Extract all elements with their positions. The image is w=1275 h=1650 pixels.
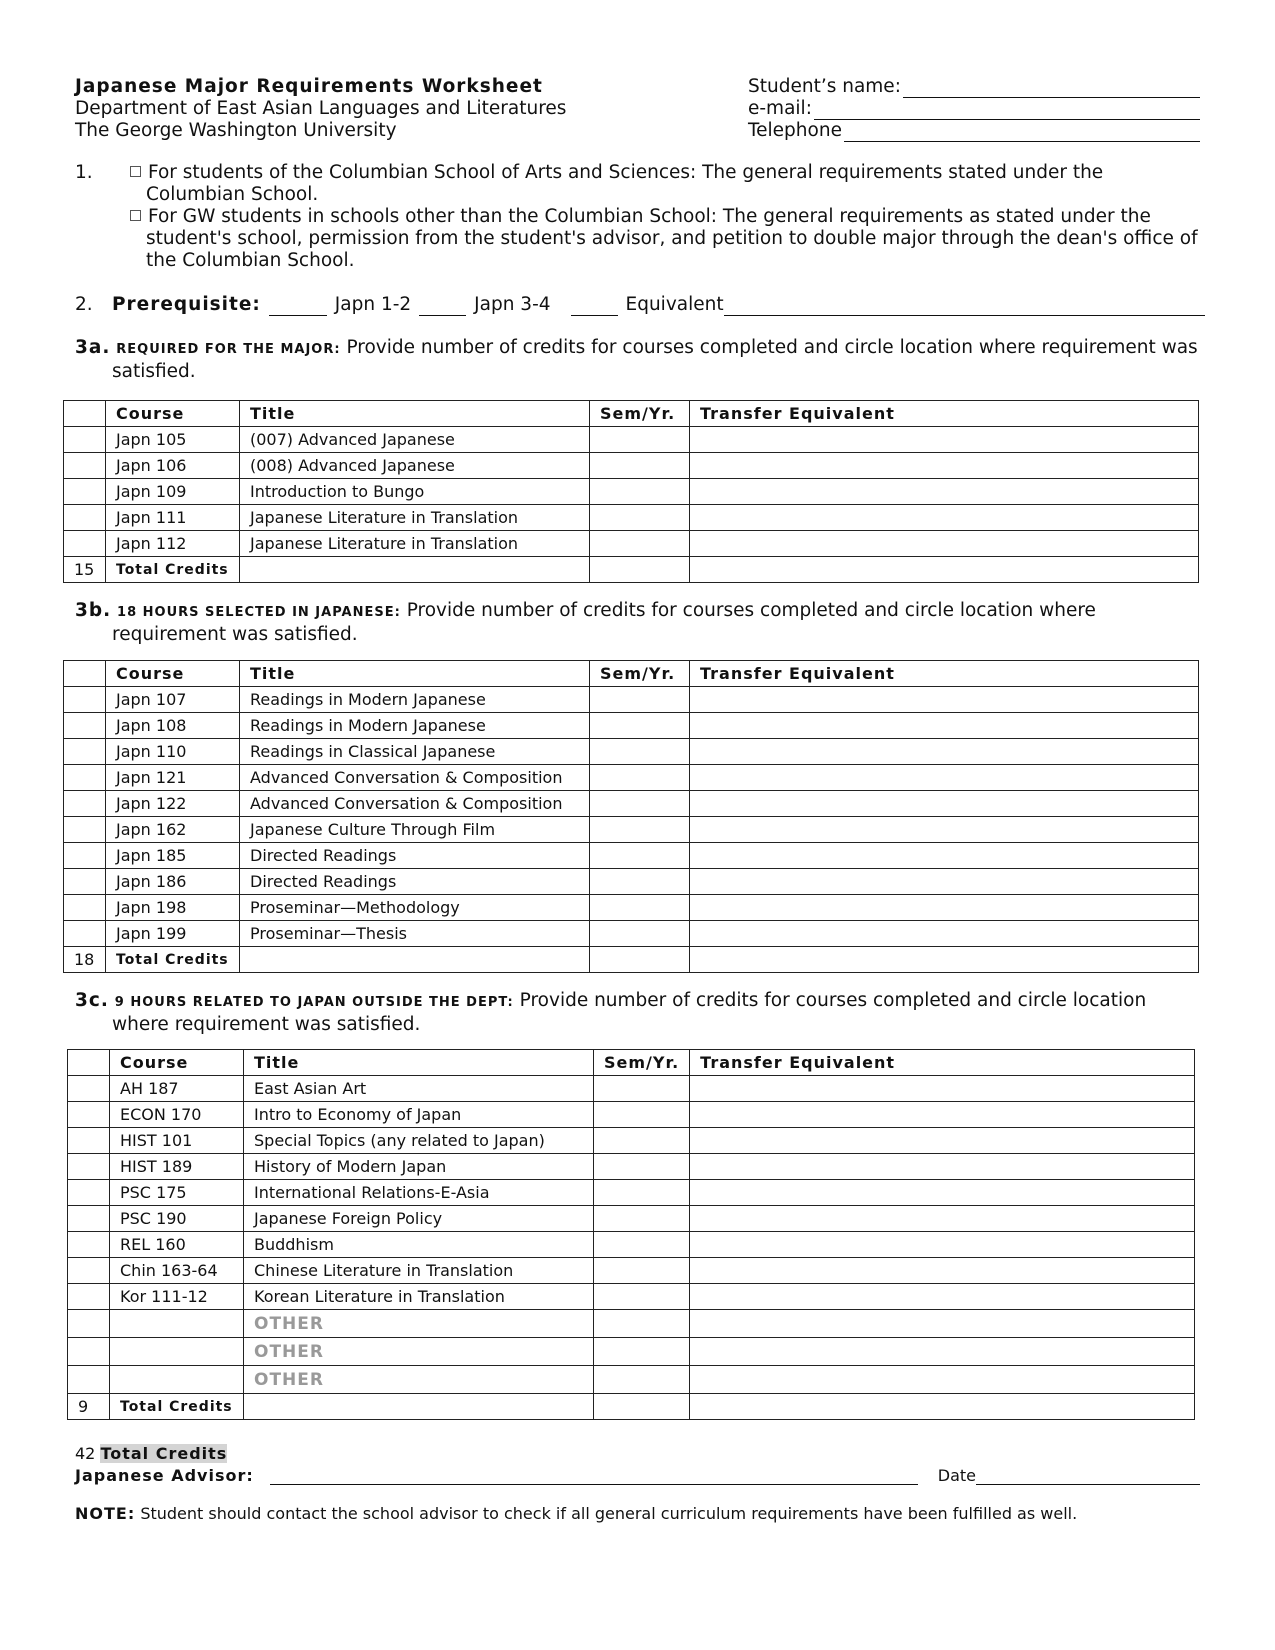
total-title-cell (240, 557, 590, 583)
credit-input-cell[interactable] (64, 427, 106, 453)
transfer-equivalent-input-cell[interactable] (690, 1232, 1195, 1258)
transfer-equivalent-input-cell[interactable] (690, 869, 1199, 895)
total-credits-value: 9 (68, 1394, 110, 1420)
header-course: Course (106, 661, 240, 687)
transfer-equivalent-input-cell[interactable] (690, 1206, 1195, 1232)
course-code: AH 187 (110, 1076, 244, 1102)
transfer-equivalent-input-cell[interactable] (690, 1128, 1195, 1154)
equivalent-field[interactable] (724, 298, 1205, 316)
section-3c-title: 9 HOURS RELATED TO JAPAN OUTSIDE THE DEPT: (114, 995, 514, 1010)
prereq-blank-1[interactable] (269, 298, 327, 316)
table-row (68, 1180, 1195, 1206)
total-credits-label: Total Credits (110, 1394, 244, 1420)
sem-yr-input-cell[interactable] (590, 687, 690, 713)
sem-yr-input-cell[interactable] (594, 1206, 690, 1232)
total-sem-yr-cell (590, 947, 690, 973)
transfer-equivalent-input-cell[interactable] (690, 1076, 1195, 1102)
section-3c-number: 3c. (75, 990, 109, 1011)
university-name: The George Washington University (75, 120, 397, 141)
header-course: Course (110, 1050, 244, 1076)
course-code: ECON 170 (110, 1102, 244, 1128)
header-transfer-equivalent: Transfer Equivalent (690, 1050, 1195, 1076)
course-code: PSC 175 (110, 1180, 244, 1206)
transfer-equivalent-input-cell[interactable] (690, 453, 1199, 479)
total-sem-yr-cell (590, 557, 690, 583)
section-1-number: 1. (75, 162, 93, 183)
total-transfer-cell (690, 947, 1199, 973)
student-name-line (748, 76, 1200, 98)
table-row (64, 713, 1199, 739)
course-title: Japanese Culture Through Film (240, 817, 590, 843)
section-1-option-a-text: For students of the Columbian School of Arts and Sciences: The general requirements stated under the Columbian School. (146, 162, 1104, 205)
sem-yr-input-cell[interactable] (594, 1338, 690, 1366)
header-title: Title (240, 401, 590, 427)
other-title[interactable]: OTHER (244, 1366, 594, 1394)
other-title[interactable]: OTHER (244, 1310, 594, 1338)
header-sem-yr: Sem/Yr. (594, 1050, 690, 1076)
course-title: Proseminar—Thesis (240, 921, 590, 947)
header-credit-cell (64, 661, 106, 687)
section-3a-heading (75, 337, 1205, 383)
table-header-row (68, 1050, 1195, 1076)
transfer-equivalent-input-cell[interactable] (690, 1338, 1195, 1366)
credit-input-cell[interactable] (68, 1206, 110, 1232)
prereq-blank-2[interactable] (419, 298, 466, 316)
course-input-cell[interactable] (110, 1366, 244, 1394)
course-title: Japanese Foreign Policy (244, 1206, 594, 1232)
sem-yr-input-cell[interactable] (590, 505, 690, 531)
table-row (64, 427, 1199, 453)
credit-input-cell[interactable] (64, 687, 106, 713)
sem-yr-input-cell[interactable] (590, 817, 690, 843)
grand-total-label: Total Credits (100, 1444, 228, 1463)
section-1-option-b-text: For GW students in schools other than the Columbian School: The general requirements as stated under the student's school, permission from the student's advisor, and petition to double major through the dean's office of the Columbian School. (146, 206, 1198, 271)
header-title: Title (244, 1050, 594, 1076)
course-code: Japn 107 (106, 687, 240, 713)
sem-yr-input-cell[interactable] (590, 791, 690, 817)
course-title: Advanced Conversation & Composition (240, 765, 590, 791)
course-title: Directed Readings (240, 869, 590, 895)
table-row (68, 1258, 1195, 1284)
total-transfer-cell (690, 1394, 1195, 1420)
credit-input-cell[interactable] (64, 869, 106, 895)
course-title: (007) Advanced Japanese (240, 427, 590, 453)
total-title-cell (240, 947, 590, 973)
header-transfer-equivalent: Transfer Equivalent (690, 661, 1199, 687)
course-title: History of Modern Japan (244, 1154, 594, 1180)
transfer-equivalent-input-cell[interactable] (690, 791, 1199, 817)
transfer-equivalent-input-cell[interactable] (690, 1154, 1195, 1180)
document-title: Japanese Major Requirements Worksheet (75, 76, 543, 97)
credit-input-cell[interactable] (68, 1232, 110, 1258)
section-3a-title: REQUIRED FOR THE MAJOR: (116, 342, 341, 357)
section-1-option-a (75, 162, 1205, 206)
advisor-line (75, 1466, 1200, 1485)
course-code: Japn 186 (106, 869, 240, 895)
total-credits-row (68, 1394, 1195, 1420)
table-row (64, 687, 1199, 713)
other-title[interactable]: OTHER (244, 1338, 594, 1366)
email-field[interactable] (814, 102, 1200, 120)
checkbox-a[interactable] (130, 166, 141, 177)
email-line (748, 98, 1200, 120)
transfer-equivalent-input-cell[interactable] (690, 505, 1199, 531)
table-header-row (64, 401, 1199, 427)
section-3a-instruction: Provide number of credits for courses completed and circle location where requirement was satisfied. (112, 337, 1198, 382)
date-field[interactable] (976, 1467, 1200, 1485)
transfer-equivalent-input-cell[interactable] (690, 713, 1199, 739)
course-title: (008) Advanced Japanese (240, 453, 590, 479)
section-3b-heading (75, 600, 1205, 646)
credit-input-cell[interactable] (64, 713, 106, 739)
transfer-equivalent-input-cell[interactable] (690, 479, 1199, 505)
header-course: Course (106, 401, 240, 427)
total-sem-yr-cell (594, 1394, 690, 1420)
credit-input-cell[interactable] (68, 1366, 110, 1394)
header-credit-cell (68, 1050, 110, 1076)
prereq-blank-3[interactable] (571, 298, 618, 316)
date-label: Date (937, 1466, 976, 1485)
transfer-equivalent-input-cell[interactable] (690, 1180, 1195, 1206)
table-row (68, 1154, 1195, 1180)
transfer-equivalent-input-cell[interactable] (690, 531, 1199, 557)
header-sem-yr: Sem/Yr. (590, 661, 690, 687)
course-title: Readings in Classical Japanese (240, 739, 590, 765)
section-3b-number: 3b. (75, 600, 112, 621)
credit-input-cell[interactable] (64, 453, 106, 479)
checkbox-b[interactable] (130, 210, 141, 221)
table-row (68, 1128, 1195, 1154)
sem-yr-input-cell[interactable] (594, 1076, 690, 1102)
table-row (64, 895, 1199, 921)
prereq-option-3: Equivalent (625, 294, 724, 315)
sem-yr-input-cell[interactable] (590, 921, 690, 947)
sem-yr-input-cell[interactable] (594, 1310, 690, 1338)
sem-yr-input-cell[interactable] (594, 1102, 690, 1128)
grand-total (75, 1444, 227, 1463)
course-code: Japn 105 (106, 427, 240, 453)
other-row (68, 1338, 1195, 1366)
header-title: Title (240, 661, 590, 687)
student-name-label: Student’s name: (748, 76, 901, 97)
table-row (64, 843, 1199, 869)
sem-yr-input-cell[interactable] (590, 869, 690, 895)
course-title: Readings in Modern Japanese (240, 713, 590, 739)
total-credits-row (64, 947, 1199, 973)
total-credits-value: 18 (64, 947, 106, 973)
student-name-field[interactable] (903, 80, 1200, 98)
credit-input-cell[interactable] (68, 1076, 110, 1102)
header-credit-cell (64, 401, 106, 427)
course-title: Readings in Modern Japanese (240, 687, 590, 713)
department-name: Department of East Asian Languages and Literatures (75, 98, 567, 119)
credit-input-cell[interactable] (68, 1338, 110, 1366)
course-code: Japn 106 (106, 453, 240, 479)
total-title-cell (244, 1394, 594, 1420)
credit-input-cell[interactable] (68, 1180, 110, 1206)
course-title: Japanese Literature in Translation (240, 505, 590, 531)
course-code: Japn 198 (106, 895, 240, 921)
sem-yr-input-cell[interactable] (594, 1180, 690, 1206)
transfer-equivalent-input-cell[interactable] (690, 765, 1199, 791)
table-row (64, 479, 1199, 505)
course-code: Japn 111 (106, 505, 240, 531)
table-row (64, 791, 1199, 817)
table-row (64, 505, 1199, 531)
course-title: Chinese Literature in Translation (244, 1258, 594, 1284)
transfer-equivalent-input-cell[interactable] (690, 1284, 1195, 1310)
credit-input-cell[interactable] (64, 479, 106, 505)
table-row (68, 1102, 1195, 1128)
prereq-option-1: Japn 1-2 (334, 294, 412, 315)
other-row (68, 1310, 1195, 1338)
sem-yr-input-cell[interactable] (590, 765, 690, 791)
total-credits-label: Total Credits (106, 947, 240, 973)
table-row (64, 531, 1199, 557)
course-code: Chin 163-64 (110, 1258, 244, 1284)
advisor-signature-field[interactable] (270, 1467, 918, 1485)
credit-input-cell[interactable] (68, 1258, 110, 1284)
section-1-option-b (75, 206, 1205, 272)
grand-total-number: 42 (75, 1444, 96, 1463)
course-title: East Asian Art (244, 1076, 594, 1102)
credit-input-cell[interactable] (64, 791, 106, 817)
transfer-equivalent-input-cell[interactable] (690, 687, 1199, 713)
course-code: Japn 162 (106, 817, 240, 843)
total-credits-value: 15 (64, 557, 106, 583)
course-title: Special Topics (any related to Japan) (244, 1128, 594, 1154)
transfer-equivalent-input-cell[interactable] (690, 921, 1199, 947)
course-code: HIST 189 (110, 1154, 244, 1180)
course-code: Japn 112 (106, 531, 240, 557)
sem-yr-input-cell[interactable] (590, 843, 690, 869)
credit-input-cell[interactable] (68, 1310, 110, 1338)
sem-yr-input-cell[interactable] (594, 1232, 690, 1258)
note-label: NOTE: (75, 1504, 136, 1523)
advisor-label: Japanese Advisor: (75, 1466, 254, 1485)
course-code: Japn 185 (106, 843, 240, 869)
section-3b-instruction: Provide number of credits for courses completed and circle location where requirement was satisfied. (112, 600, 1096, 645)
document-header (75, 76, 566, 142)
transfer-equivalent-input-cell[interactable] (690, 427, 1199, 453)
section-1 (75, 162, 1205, 272)
student-info (748, 76, 1200, 142)
note-text: Student should contact the school advisor to check if all general curriculum requirements have been fulfilled as well. (140, 1504, 1078, 1523)
email-label: e-mail: (748, 98, 812, 119)
course-input-cell[interactable] (110, 1338, 244, 1366)
credit-input-cell[interactable] (68, 1284, 110, 1310)
course-code: Japn 121 (106, 765, 240, 791)
credit-input-cell[interactable] (64, 895, 106, 921)
sem-yr-input-cell[interactable] (594, 1366, 690, 1394)
transfer-equivalent-input-cell[interactable] (690, 1310, 1195, 1338)
credit-input-cell[interactable] (64, 817, 106, 843)
course-code: Japn 108 (106, 713, 240, 739)
transfer-equivalent-input-cell[interactable] (690, 817, 1199, 843)
section-3c-instruction: Provide number of credits for courses completed and circle location where requirement was satisfied. (112, 990, 1147, 1035)
course-code: HIST 101 (110, 1128, 244, 1154)
credit-input-cell[interactable] (68, 1102, 110, 1128)
table-row (68, 1284, 1195, 1310)
course-title: Buddhism (244, 1232, 594, 1258)
sem-yr-input-cell[interactable] (590, 479, 690, 505)
credit-input-cell[interactable] (64, 843, 106, 869)
prereq-option-2: Japn 3-4 (474, 294, 551, 315)
telephone-field[interactable] (844, 124, 1200, 142)
table-row (64, 817, 1199, 843)
total-credits-row (64, 557, 1199, 583)
course-title: Introduction to Bungo (240, 479, 590, 505)
course-code: Japn 199 (106, 921, 240, 947)
course-title: International Relations-E-Asia (244, 1180, 594, 1206)
table-3b (63, 660, 1199, 973)
table-row (64, 739, 1199, 765)
transfer-equivalent-input-cell[interactable] (690, 843, 1199, 869)
header-sem-yr: Sem/Yr. (590, 401, 690, 427)
other-row (68, 1366, 1195, 1394)
section-2-number: 2. (75, 294, 93, 315)
transfer-equivalent-input-cell[interactable] (690, 1258, 1195, 1284)
prerequisite-line (75, 294, 1205, 316)
telephone-label: Telephone (748, 120, 842, 141)
table-row (64, 765, 1199, 791)
sem-yr-input-cell[interactable] (590, 427, 690, 453)
table-row (64, 869, 1199, 895)
note (75, 1504, 1077, 1523)
section-3b-title: 18 HOURS SELECTED IN JAPANESE: (117, 605, 401, 620)
sem-yr-input-cell[interactable] (590, 739, 690, 765)
table-row (68, 1232, 1195, 1258)
course-code: REL 160 (110, 1232, 244, 1258)
sem-yr-input-cell[interactable] (590, 713, 690, 739)
sem-yr-input-cell[interactable] (594, 1284, 690, 1310)
credit-input-cell[interactable] (68, 1154, 110, 1180)
course-title: Advanced Conversation & Composition (240, 791, 590, 817)
table-3c (67, 1049, 1195, 1420)
credit-input-cell[interactable] (64, 739, 106, 765)
credit-input-cell[interactable] (68, 1128, 110, 1154)
table-row (64, 921, 1199, 947)
table-3a (63, 400, 1199, 583)
section-3c-heading (75, 990, 1205, 1036)
course-title: Japanese Literature in Translation (240, 531, 590, 557)
transfer-equivalent-input-cell[interactable] (690, 739, 1199, 765)
header-transfer-equivalent: Transfer Equivalent (690, 401, 1199, 427)
credit-input-cell[interactable] (64, 921, 106, 947)
course-title: Intro to Economy of Japan (244, 1102, 594, 1128)
credit-input-cell[interactable] (64, 531, 106, 557)
course-title: Proseminar—Methodology (240, 895, 590, 921)
sem-yr-input-cell[interactable] (590, 895, 690, 921)
section-3a-number: 3a. (75, 337, 111, 358)
table-row (68, 1206, 1195, 1232)
total-transfer-cell (690, 557, 1199, 583)
sem-yr-input-cell[interactable] (590, 531, 690, 557)
sem-yr-input-cell[interactable] (594, 1154, 690, 1180)
table-row (68, 1076, 1195, 1102)
table-header-row (64, 661, 1199, 687)
course-title: Korean Literature in Translation (244, 1284, 594, 1310)
prerequisite-label: Prerequisite: (112, 294, 261, 315)
course-code: Japn 122 (106, 791, 240, 817)
transfer-equivalent-input-cell[interactable] (690, 1366, 1195, 1394)
course-code: PSC 190 (110, 1206, 244, 1232)
transfer-equivalent-input-cell[interactable] (690, 895, 1199, 921)
credit-input-cell[interactable] (64, 765, 106, 791)
credit-input-cell[interactable] (64, 505, 106, 531)
course-code: Japn 110 (106, 739, 240, 765)
sem-yr-input-cell[interactable] (594, 1258, 690, 1284)
course-input-cell[interactable] (110, 1310, 244, 1338)
sem-yr-input-cell[interactable] (594, 1128, 690, 1154)
table-row (64, 453, 1199, 479)
course-code: Japn 109 (106, 479, 240, 505)
course-title: Directed Readings (240, 843, 590, 869)
total-credits-label: Total Credits (106, 557, 240, 583)
section-2 (75, 294, 1205, 316)
transfer-equivalent-input-cell[interactable] (690, 1102, 1195, 1128)
telephone-line (748, 120, 1200, 142)
sem-yr-input-cell[interactable] (590, 453, 690, 479)
course-code: Kor 111-12 (110, 1284, 244, 1310)
